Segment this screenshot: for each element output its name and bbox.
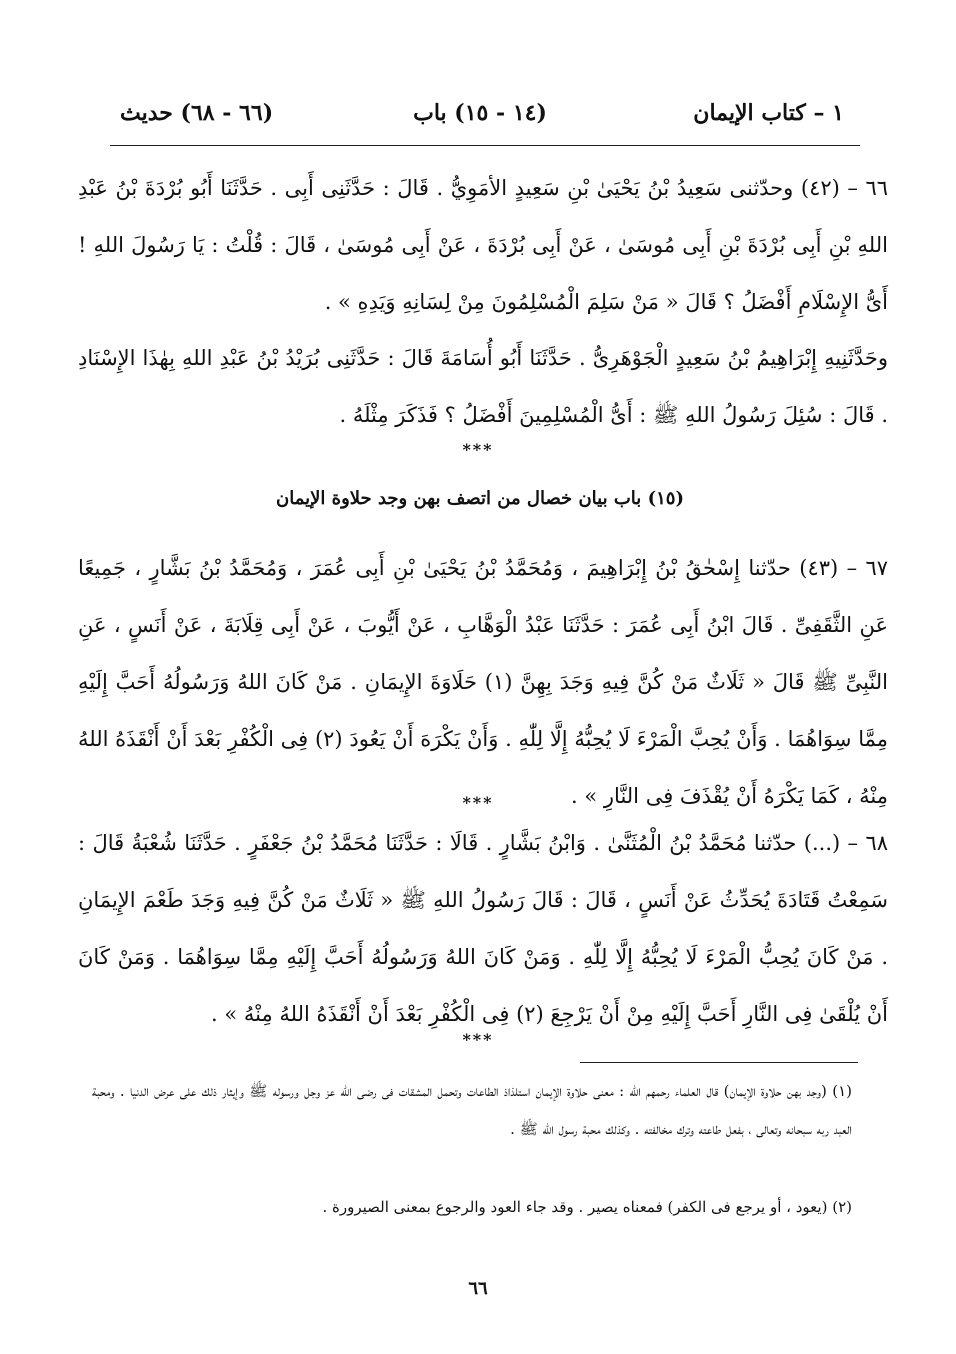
footnote-2: (٢) (يعود ، أو يرجع فى الكفر) فمعناه يصير . وقد جاء العود والرجوع بمعنى الصيرورة .: [322, 1198, 852, 1216]
section-separator: ***: [462, 440, 494, 459]
page-number: ٦٦: [468, 1278, 488, 1299]
hadith-66-second-chain: وحَدَّثَنِيهِ إِبْرَاهِيمُ بْنُ سَعِيدٍ الْجَوْهَرِىُّ . حَدَّثَنَا أَبُو أُسَامَةَ قَالَ : حَدَّثَنِى بُرَيْدُ بْنُ عَبْدِ اللهِ بِهٰذَا الإِسْنَادِ . قَالَ : سُئِلَ رَسُولُ اللهِ ﷺ : أَىُّ الْمُسْلِمِينَ أَفْضَلُ ؟ فَذَكَرَ مِثْلَهُ .: [78, 346, 888, 427]
running-header-book-title: ١ – كتاب الإيمان: [693, 100, 844, 126]
footnote-divider: [580, 1062, 858, 1063]
running-header-chapter-range: (١٤ - ١٥) باب: [413, 100, 547, 126]
hadith-68: ٦٨ – (...) حدّثنا مُحَمَّدُ بْنُ الْمُثَنَّىٰ . وَابْنُ بَشَّارٍ . قَالَا : حَدَّثَنَا مُحَمَّدُ بْنُ جَعْفَرٍ . حَدَّثَنَا شُعْبَةُ قَالَ : سَمِعْتُ قَتَادَةَ يُحَدِّثُ عَنْ أَنَسٍ ، قَالَ : قَالَ رَسُولُ اللهِ ﷺ « ثَلَاثٌ مَنْ كُنَّ فِيهِ وَجَدَ طَعْمَ الإِيمَانِ . مَنْ كَانَ يُحِبُّ الْمَرْءَ لَا يُحِبُّهُ إِلَّا لِلّٰهِ . وَمَنْ كَانَ اللهُ وَرَسُولُهُ أَحَبَّ إِلَيْهِ مِمَّا سِوَاهُمَا . وَمَنْ كَانَ أَنْ يُلْقَىٰ فِى النَّارِ أَحَبَّ إِلَيْهِ مِنْ أَنْ يَرْجِعَ (٢) فِى الْكُفْرِ بَعْدَ أَنْ أَنْقَذَهُ اللهُ مِنْهُ » .: [78, 831, 888, 1026]
hadith-67: ٦٧ – (٤٣) حدّثنا إِسْحٰقُ بْنُ إِبْرَاهِيمَ ، وَمُحَمَّدُ بْنُ يَحْيَىٰ بْنِ أَبِى عُمَرَ ، وَمُحَمَّدُ بْنُ بَشَّارٍ ، جَمِيعًا عَنِ الثَّقَفِىِّ . قَالَ ابْنُ أَبِى عُمَرَ : حَدَّثَنَا عَبْدُ الْوَهَّابِ ، عَنْ أَيُّوبَ ، عَنْ أَبِى قِلَابَةَ ، عَنْ أَنَسٍ ، عَنِ النَّبِىِّ ﷺ قَالَ « ثَلَاثٌ مَنْ كُنَّ فِيهِ وَجَدَ بِهِنَّ (١) حَلَاوَةَ الإِيمَانِ . مَنْ كَانَ اللهُ وَرَسُولُهُ أَحَبَّ إِلَيْهِ مِمَّا سِوَاهُمَا . وَأَنْ يُحِبَّ الْمَرْءَ لَا يُحِبُّهُ إِلَّا لِلّٰهِ . وَأَنْ يَكْرَهَ أَنْ يَعُودَ (٢) فِى الْكُفْرِ بَعْدَ أَنْ أَنْقَذَهُ اللهُ مِنْهُ ، كَمَا يَكْرَهُ أَنْ يُقْذَفَ فِى النَّارِ » .: [78, 556, 888, 808]
running-header-hadith-range: (٦٦ - ٦٨) حديث: [120, 100, 274, 126]
header-divider: [110, 145, 860, 146]
hadith-66: ٦٦ – (٤٢) وحدّثنى سَعِيدُ بْنُ يَحْيَىٰ بْنِ سَعِيدٍ الأمَوِيُّ . قَالَ : حَدَّثَنِى أَبِى . حَدَّثَنَا أَبُو بُرْدَةَ بْنُ عَبْدِ اللهِ بْنِ أَبِى بُرْدَةَ بْنِ أَبِى مُوسَىٰ ، عَنْ أَبِى بُرْدَةَ ، عَنْ أَبِى مُوسَىٰ ، قَالَ : قُلْتُ : يَا رَسُولَ اللهِ ! أَىُّ الإِسْلَامِ أَفْضَلُ ؟ قَالَ « مَنْ سَلِمَ الْمُسْلِمُونَ مِنْ لِسَانِهِ وَيَدِهِ » .: [78, 176, 888, 314]
section-separator: ***: [462, 793, 494, 812]
section-separator: ***: [462, 1030, 494, 1049]
chapter-title: (١٥) باب بيان خصال من اتصف بهن وجد حلاوة الإيمان: [276, 488, 684, 509]
footnote-1: (١) (وجد بهن حلاوة الإيمان) قال العلماء رحمهم الله : معنى حلاوة الإيمان استلذاذ الطاعات وتحمل المشقات فى رضى الله عز وجل ورسوله ﷺ وإيثار ذلك على عرض الدنيا . ومحبة العبد ربه سبحانه وتعالى ، بفعل طاعته وترك مخالفته . وكذلك محبة رسول الله ﷺ .: [92, 1082, 852, 1138]
